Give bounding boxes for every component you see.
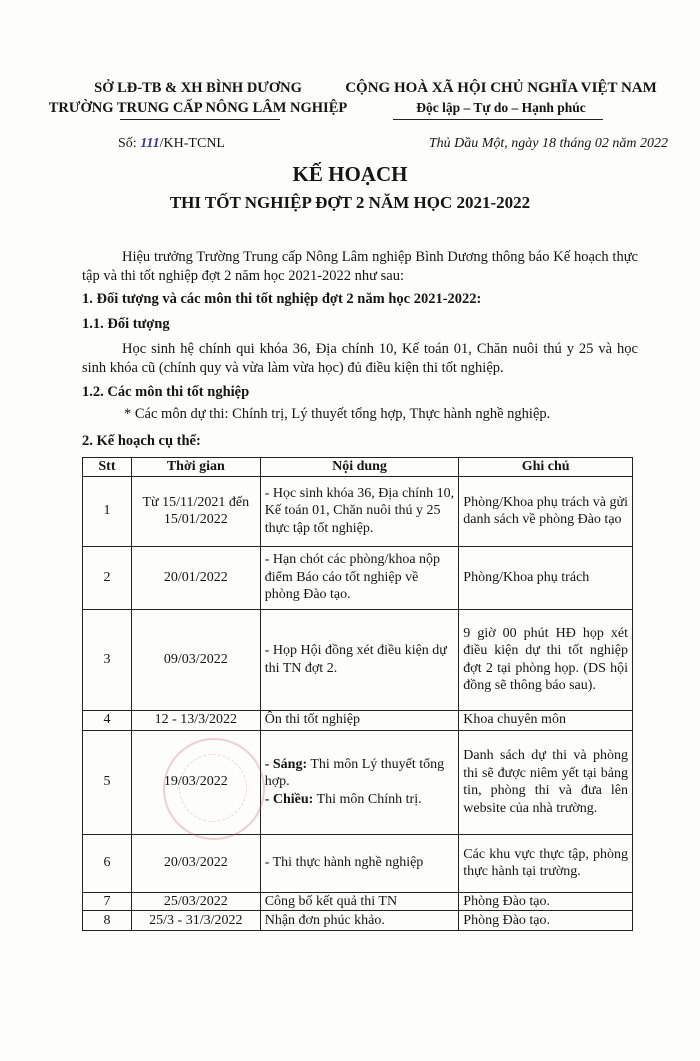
agency-name: SỞ LĐ-TB & XH BÌNH DƯƠNG: [94, 80, 302, 96]
row-time: 12 - 13/3/2022: [131, 710, 260, 730]
row-time: 20/03/2022: [131, 834, 260, 892]
row-note: Phòng Đào tạo.: [459, 911, 633, 931]
row-note: Phòng/Khoa phụ trách và gửi danh sách về phòng Đào tạo: [459, 476, 633, 546]
table-row: [83, 892, 633, 911]
section-1-1-heading: 1.1. Đối tượng: [82, 316, 170, 332]
row-content: - Học sinh khóa 36, Địa chính 10, Kế toán 01, Chăn nuôi thú y 25 thực tập tốt nghiệp.: [260, 476, 459, 546]
issuer-underline: [120, 119, 280, 120]
row-content: Ôn thi tốt nghiệp: [260, 710, 459, 730]
header-stt: Stt: [83, 458, 132, 477]
row-note: 9 giờ 00 phút HĐ họp xét điều kiện dự thi tốt nghiệp đợt 2 tại phòng họp. (DS hội đồng sẽ thông báo sau).: [459, 609, 633, 710]
row-stt: 5: [83, 730, 132, 834]
header-time: Thời gian: [131, 458, 260, 477]
morning-text: Thi môn Lý thuyết tổng hợp.: [264, 756, 445, 790]
row-time: 09/03/2022: [131, 609, 260, 710]
document-number: [118, 136, 225, 152]
row-note: Các khu vực thực tập, phòng thực hành tại trường.: [459, 834, 633, 892]
row-stt: 7: [83, 892, 132, 911]
national-motto: Độc lập – Tự do – Hạnh phúc: [416, 100, 586, 115]
row-stt: 3: [83, 609, 132, 710]
table-row: [83, 834, 633, 892]
intro-paragraph: Hiệu trưởng Trường Trung cấp Nông Lâm nghiệp Bình Dương thông báo Kế hoạch thực tập và thi tốt nghiệp đợt 2 năm học 2021-2022 như sau:: [82, 249, 638, 284]
document-title: KẾ HOẠCH: [292, 162, 408, 186]
row-time: 19/03/2022: [131, 730, 260, 834]
table-row: [83, 476, 633, 546]
section-2-heading: 2. Kế hoạch cụ thể:: [82, 433, 201, 449]
row-content: Công bố kết quả thi TN: [260, 892, 459, 911]
row-content: - Thi thực hành nghề nghiệp: [260, 834, 459, 892]
row-time: Từ 15/11/2021 đến 15/01/2022: [131, 476, 260, 546]
school-name: TRƯỜNG TRUNG CẤP NÔNG LÂM NGHIỆP: [48, 100, 348, 116]
table-row: [83, 710, 633, 730]
row-stt: 1: [83, 476, 132, 546]
table-row: [83, 546, 633, 609]
document-subtitle: THI TỐT NGHIỆP ĐỢT 2 NĂM HỌC 2021-2022: [169, 193, 531, 212]
motto-underline: [393, 119, 603, 120]
morning-label: - Sáng:: [264, 756, 308, 772]
morning-session: [265, 756, 455, 791]
table-header-row: [83, 458, 633, 477]
national-header: [326, 78, 676, 118]
republic-title: CỘNG HOÀ XÃ HỘI CHỦ NGHĨA VIỆT NAM: [345, 80, 657, 96]
document-number-suffix: /KH-TCNL: [159, 136, 225, 151]
row-stt: 8: [83, 911, 132, 931]
row-note: Phòng Đào tạo.: [459, 892, 633, 911]
document-number-prefix: Số:: [118, 136, 137, 151]
schedule-table: [82, 457, 633, 931]
header-content: Nội dung: [260, 458, 459, 477]
row-note: Khoa chuyên môn: [459, 710, 633, 730]
afternoon-text: Thi môn Chính trị.: [313, 791, 422, 807]
issuer-block: [48, 78, 348, 118]
header-note: Ghi chú: [459, 458, 633, 477]
section-1-2-text: * Các môn dự thi: Chính trị, Lý thuyết tổng hợp, Thực hành nghề nghiệp.: [124, 406, 551, 422]
row-content: - Họp Hội đồng xét điều kiện dự thi TN đợt 2.: [260, 609, 459, 710]
row-note: Phòng/Khoa phụ trách: [459, 546, 633, 609]
row-content: Nhận đơn phúc khảo.: [260, 911, 459, 931]
row-stt: 6: [83, 834, 132, 892]
section-1-1-text: Học sinh hệ chính qui khóa 36, Địa chính 10, Kế toán 01, Chăn nuôi thú y 25 và học sinh khóa cũ (chính quy và vừa làm vừa học) đủ điều kiện thi tốt nghiệp.: [82, 341, 638, 376]
row-note: Danh sách dự thi và phòng thi sẽ được niêm yết tại bảng tin, phòng thi và đưa lên website của nhà trường.: [459, 730, 633, 834]
section-1-heading: 1. Đối tượng và các môn thi tốt nghiệp đợt 2 năm học 2021-2022:: [82, 291, 482, 307]
afternoon-label: - Chiều:: [264, 791, 314, 807]
row-time: 25/3 - 31/3/2022: [131, 911, 260, 931]
place-date: Thủ Dầu Một, ngày 18 tháng 02 năm 2022: [428, 136, 668, 151]
row-content: [260, 730, 459, 834]
row-stt: 4: [83, 710, 132, 730]
row-stt: 2: [83, 546, 132, 609]
afternoon-session: [265, 791, 455, 809]
row-time: 20/01/2022: [131, 546, 260, 609]
section-1-2-heading: 1.2. Các môn thi tốt nghiệp: [82, 384, 250, 400]
table-row: [83, 911, 633, 931]
table-row: [83, 609, 633, 710]
row-time: 25/03/2022: [131, 892, 260, 911]
row-content: - Hạn chót các phòng/khoa nộp điểm Báo cáo tốt nghiệp về phòng Đào tạo.: [260, 546, 459, 609]
official-seal-stamp: [163, 738, 265, 840]
document-number-handwritten: 111: [140, 136, 160, 151]
